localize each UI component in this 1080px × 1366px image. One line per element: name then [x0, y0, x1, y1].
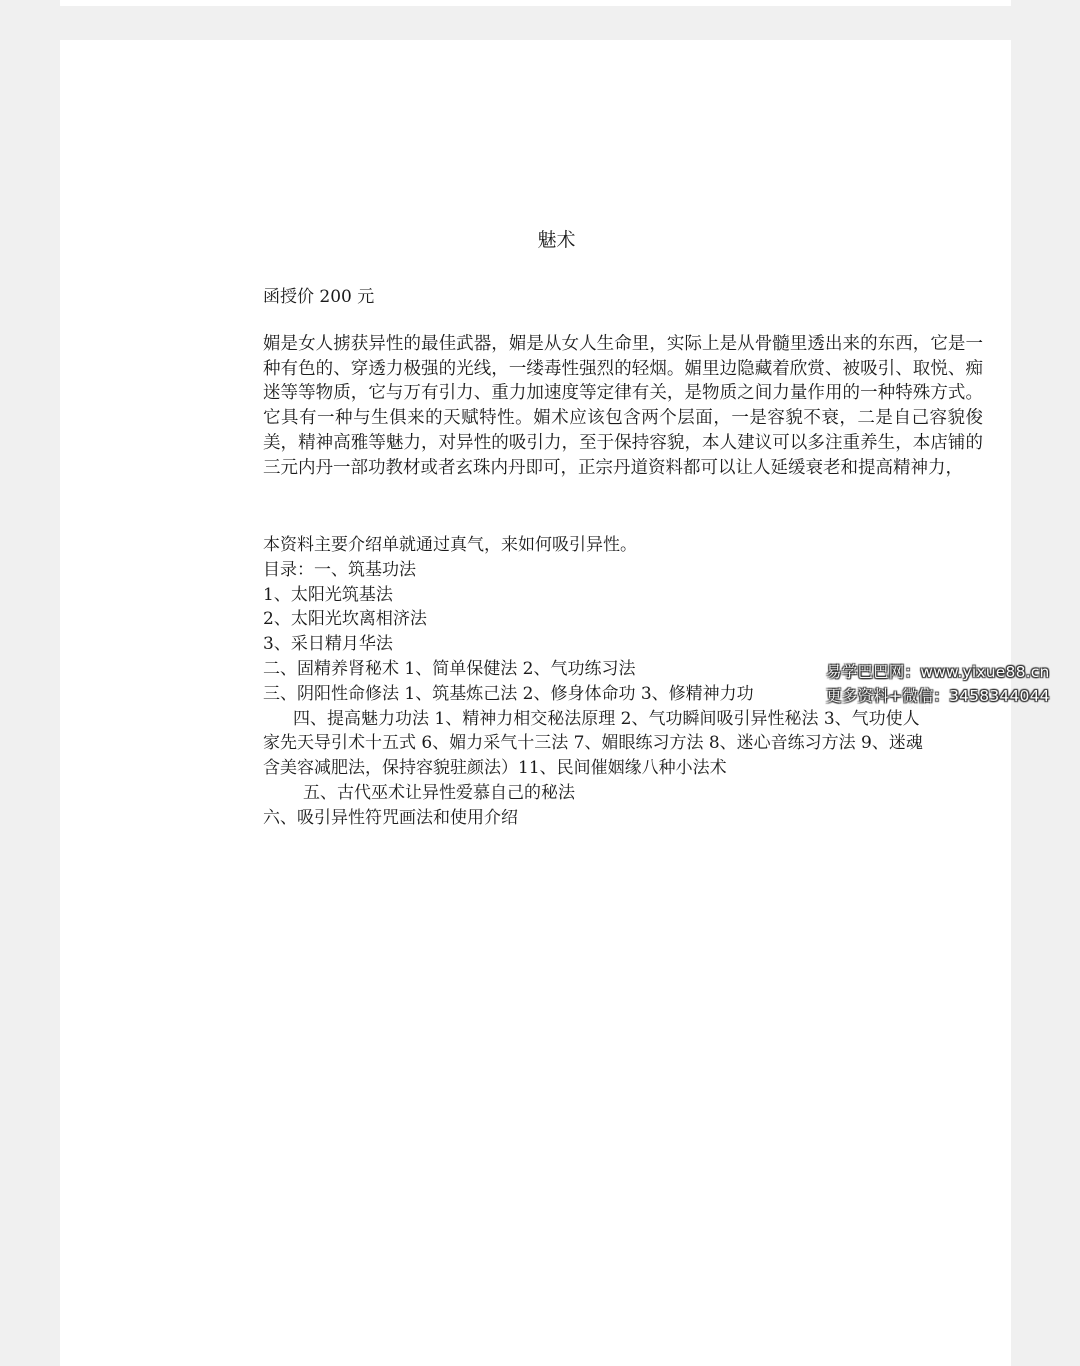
toc-item: 三、阴阳性命修法 1、筑基炼己法 2、修身体命功 3、修精神力功: [263, 683, 754, 704]
toc-section-5: 五、古代巫术让异性爱慕自己的秘法: [303, 782, 575, 803]
toc-section-4-cont: 家先天导引术十五式 6、媚力采气十三法 7、媚眼练习方法 8、迷心音练习方法 9、迷魂: [263, 733, 923, 754]
toc-item: 3、采日精月华法: [263, 634, 393, 655]
document-title: 魅术: [537, 229, 576, 251]
toc-section-4-cont: 含美容减肥法，保持容貌驻颜法）11、民间催姻缘八种小法术: [263, 758, 727, 779]
toc-item: 二、固精养肾秘术 1、简单保健法 2、气功练习法: [263, 658, 636, 679]
watermark-overlay: [826, 660, 1080, 708]
previous-page-edge: [60, 0, 1011, 6]
toc-section-4: 四、提高魅力功法 1、精神力相交秘法原理 2、气功瞬间吸引异性秘法 3、气功使人: [293, 708, 920, 729]
watermark-contact: 更多资料+微信：3458344044: [826, 687, 1050, 705]
toc-item: 2、太阳光坎离相济法: [263, 609, 427, 630]
toc-heading: 目录：一、筑基功法: [263, 559, 416, 580]
toc-item: 1、太阳光筑基法: [263, 584, 393, 605]
price-line: 函授价 200 元: [263, 287, 375, 307]
toc-section-6: 六、吸引异性符咒画法和使用介绍: [263, 807, 518, 828]
watermark-site: 易学巴巴网：www.yixue88.cn: [826, 663, 1050, 681]
toc-intro: 本资料主要介绍单就通过真气，来如何吸引异性。: [263, 535, 637, 555]
intro-paragraph: 媚是女人掳获异性的最佳武器，媚是从女人生命里，实际上是从骨髓里透出来的东西，它是一种有色的、穿透力极强的光线，一缕毒性强烈的轻烟。媚里边隐藏着欣赏、被吸引、取悦、痴迷等等物质，它与万有引力、重力加速度等定律有关，是物质之间力量作用的一种特殊方式。它具有一种与生俱来的天赋特性。媚术应该包含两个层面，一是容貌不衰，二是自己容貌俊美，精神高雅等魅力，对异性的吸引力，至于保持容貌，本人建议可以多注重养生，本店铺的三元内丹一部功教材或者玄珠内丹即可，正宗丹道资料都可以让人延缓衰老和提高精神力，: [263, 334, 983, 478]
